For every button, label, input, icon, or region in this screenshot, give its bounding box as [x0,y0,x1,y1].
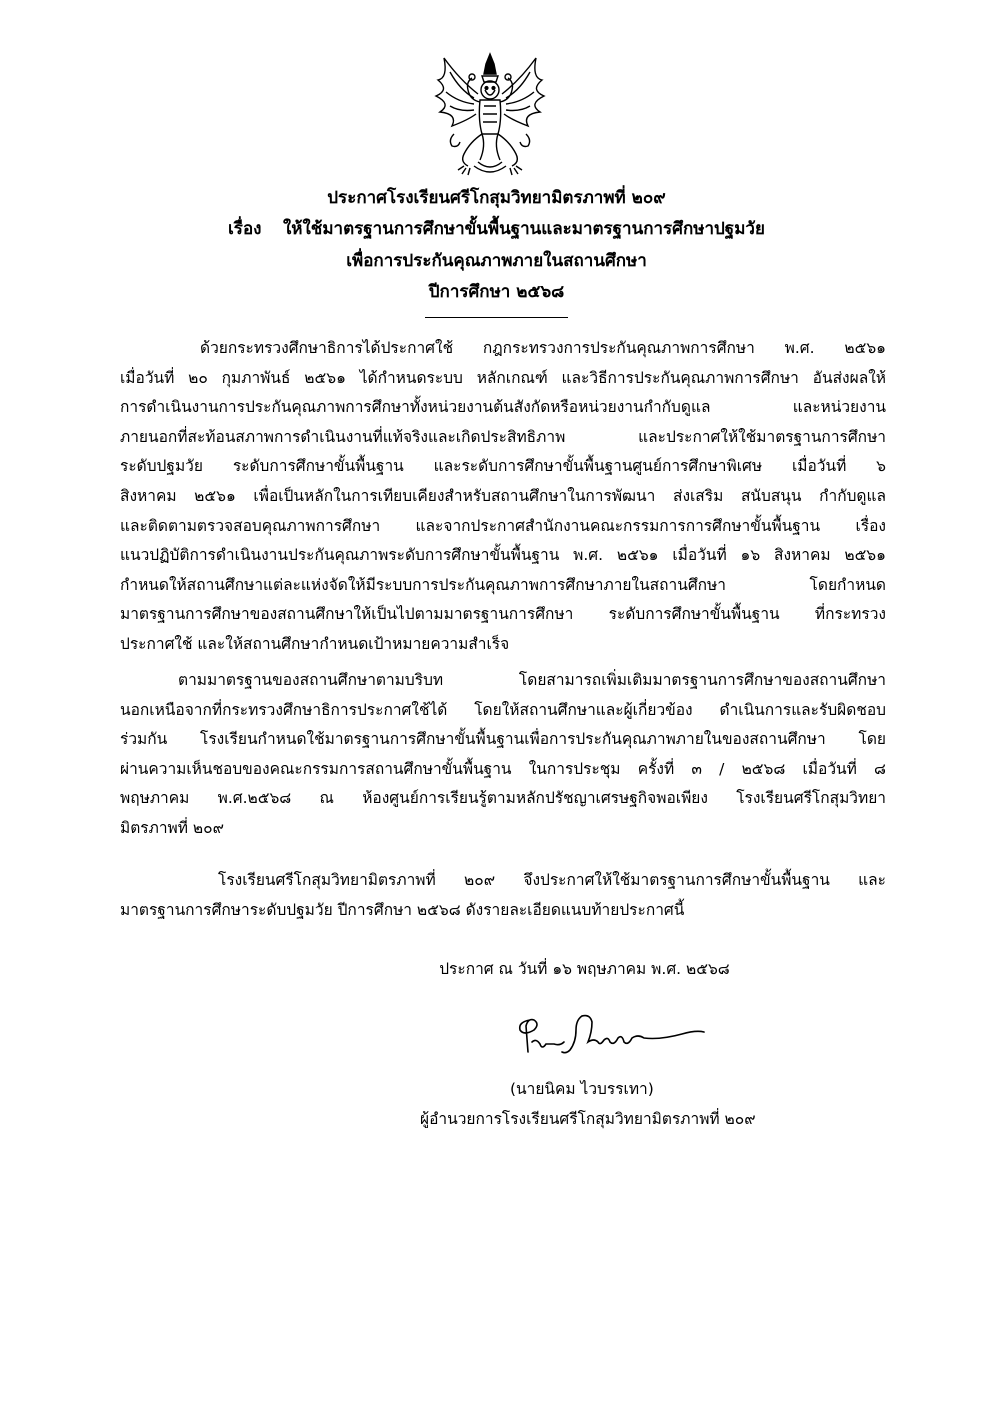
paragraph-line: โรงเรียนศรีโกสุมวิทยามิตรภาพที่ ๒๐๙ จึงประกาศให้ใช้มาตรฐานการศึกษาขั้นพื้นฐาน และ [218,871,886,889]
academic-year: ปีการศึกษา ๒๕๖๘ [428,282,565,302]
paragraph-1 [120,334,886,660]
paragraph-line: ระดับปฐมวัย ระดับการศึกษาขั้นพื้นฐาน และระดับการศึกษาขั้นพื้นฐานศูนย์การศึกษาพิเศษ เมื่อวันที่ ๖ [120,457,886,476]
garuda-emblem-icon [430,50,550,180]
paragraph-3 [120,866,886,925]
subject-line [228,218,765,240]
paragraph-line: การดำเนินงานการประกันคุณภาพการศึกษาทั้งหน่วยงานต้นสังกัดหรือหน่วยงานกำกับดูแล และหน่วยงาน [120,398,886,417]
announcement-title: ประกาศโรงเรียนศรีโกสุมวิทยามิตรภาพที่ ๒๐๙ [327,188,666,208]
subject-text: ให้ใช้มาตรฐานการศึกษาขั้นพื้นฐานและมาตรฐานการศึกษาปฐมวัย [283,219,765,239]
paragraph-line: มาตรฐานการศึกษาระดับปฐมวัย ปีการศึกษา ๒๕๖๘ ดังรายละเอียดแนบท้ายประกาศนี้ [120,900,685,919]
paragraph-line: แนวปฏิบัติการดำเนินงานประกันคุณภาพระดับการศึกษาขั้นพื้นฐาน พ.ศ. ๒๕๖๑ เมื่อวันที่ ๑๖ สิงหาคม ๒๕๖๑ [120,546,886,565]
paragraph-2 [120,666,886,844]
subject-label: เรื่อง [228,219,262,239]
handwritten-signature-icon [510,1008,710,1068]
paragraph-line: ร่วมกัน โรงเรียนกำหนดใช้มาตรฐานการศึกษาขั้นพื้นฐานเพื่อการประกันคุณภาพภายในของสถานศึกษา โดย [120,730,886,749]
paragraph-line: ด้วยกระทรวงศึกษาธิการได้ประกาศใช้ กฎกระทรวงการประกันคุณภาพการศึกษา พ.ศ. ๒๕๖๑ [200,339,886,357]
paragraph-line: สิงหาคม ๒๕๖๑ เพื่อเป็นหลักในการเทียบเคียงสำหรับสถานศึกษาในการพัฒนา ส่งเสริม สนับสนุน กำกับดูแล [120,486,886,505]
signer-name: (นายนิคม ไวบรรเทา) [510,1080,654,1098]
paragraph-line: มิตรภาพที่ ๒๐๙ [120,818,224,837]
paragraph-line: ผ่านความเห็นชอบของคณะกรรมการสถานศึกษาขั้นพื้นฐาน ในการประชุม ครั้งที่ ๓ / ๒๕๖๘ เมื่อวันที่ ๘ [120,759,886,778]
paragraph-line: นอกเหนือจากที่กระทรวงศึกษาธิการประกาศใช้ได้ โดยให้สถานศึกษาและผู้เกี่ยวข้อง ดำเนินการและรับผิดชอบ [120,700,886,719]
paragraph-line: และติดตามตรวจสอบคุณภาพการศึกษา และจากประกาศสำนักงานคณะกรรมการการศึกษาขั้นพื้นฐาน เรื่อง [120,516,886,535]
paragraph-line: ตามมาตรฐานของสถานศึกษาตามบริบท โดยสามารถเพิ่มเติมมาตรฐานการศึกษาของสถานศึกษา [178,671,886,689]
paragraph-line: ประกาศใช้ และให้สถานศึกษากำหนดเป้าหมายความสำเร็จ [120,634,510,653]
paragraph-line: มาตรฐานการศึกษาของสถานศึกษาให้เป็นไปตามมาตรฐานการศึกษา ระดับการศึกษาขั้นพื้นฐาน ที่กระทรวง [120,605,886,624]
paragraph-line: พฤษภาคม พ.ศ.๒๕๖๘ ณ ห้องศูนย์การเรียนรู้ตามหลักปรัชญาเศรษฐกิจพอเพียง โรงเรียนศรีโกสุมวิทยา [120,789,886,808]
paragraph-line: กำหนดให้สถานศึกษาแต่ละแห่งจัดให้มีระบบการประกันคุณภาพการศึกษาภายในสถานศึกษา โดยกำหนด [120,575,886,594]
paragraph-line: ภายนอกที่สะท้อนสภาพการดำเนินงานที่แท้จริงและเกิดประสิทธิภาพ และประกาศให้ใช้มาตรฐานการศึกษา [120,427,886,446]
signer-position: ผู้อำนวยการโรงเรียนศรีโกสุมวิทยามิตรภาพที่ ๒๐๙ [420,1110,756,1128]
paragraph-line: เมื่อวันที่ ๒๐ กุมภาพันธ์ ๒๕๖๑ ได้กำหนดระบบ หลักเกณฑ์ และวิธีการประกันคุณภาพการศึกษา อันส่งผลให้ [120,368,886,387]
subject-line-2: เพื่อการประกันคุณภาพภายในสถานศึกษา [346,251,647,271]
header-divider [425,317,568,318]
announce-date: ประกาศ ณ วันที่ ๑๖ พฤษภาคม พ.ศ. ๒๕๖๘ [439,960,730,978]
